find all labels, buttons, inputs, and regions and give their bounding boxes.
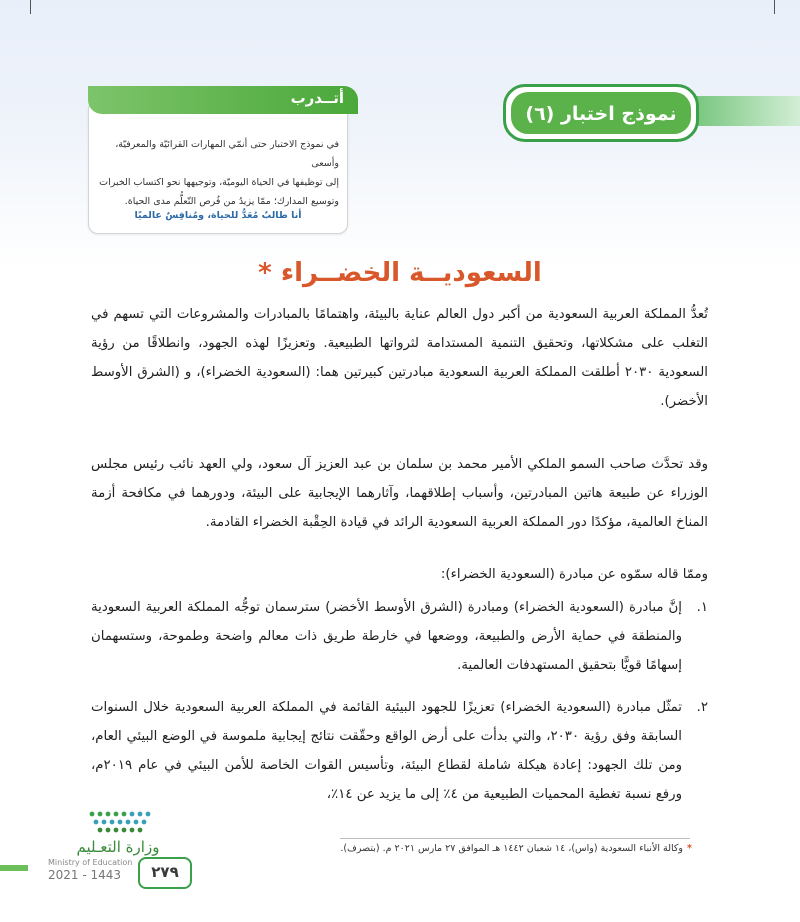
article-paragraph: تُعدُّ المملكة العربية السعودية من أكبر دول العالم عناية بالبيئة، واهتمامًا بالمبادرات والمشروعات التي تسهم في التغلب على مشكلاتها، وتحقيق التنمية المستدامة لثرواتها الطبيعية. وتعزيزًا لهذه الجهود، وانطلاقًا من رؤية السعودية ٢٠٣٠ أطلقت المملكة العربية السعودية مبادرتين كبيرتين هما: (السعودية الخضراء)، و (الشرق الأوسط الأخضر). bbox=[91, 307, 708, 409]
practice-title: أتــدرب bbox=[290, 89, 344, 107]
list-text: إنَّ مبادرة (السعودية الخضراء) ومبادرة (الشرق الأوسط الأخضر) سترسمان توجُّه المملكة العربية السعودية والمنطقة في حماية الأرض والطبيعة، ووضعها في خارطة طريق ذات معالم واضحة وطموحة، وستسهمان إسهامًا قويًّا بتحقيق المستهدفات العالمية. bbox=[91, 600, 682, 673]
edition-year: 2021 - 1443 bbox=[48, 868, 122, 882]
ministry-logo-icon bbox=[86, 808, 158, 836]
list-number: ٢. bbox=[696, 700, 708, 715]
crop-mark-left bbox=[30, 0, 31, 14]
article-heading: السعوديــة الخضــراء * bbox=[258, 258, 542, 288]
ministry-name: وزارة التعـليم bbox=[76, 838, 160, 856]
test-title: نموذج اختبار (٦) bbox=[525, 103, 677, 125]
list-number: ١. bbox=[696, 600, 708, 615]
article-paragraph: وممّا قاله سمّوه عن مبادرة (السعودية الخضراء): bbox=[440, 567, 708, 582]
footer-green-bar bbox=[0, 865, 28, 871]
page-number-box bbox=[138, 857, 192, 889]
footnote-divider bbox=[340, 838, 690, 839]
practice-tab bbox=[88, 86, 358, 114]
practice-line: وتوسيع المدارك؛ ممّا يزيدُ من فُرص التّعلُّم مدى الحياة. bbox=[124, 196, 339, 207]
test-tab bbox=[503, 84, 699, 142]
page-number: ٢٧٩ bbox=[151, 863, 179, 881]
crop-mark-right bbox=[774, 0, 775, 14]
practice-box bbox=[88, 100, 348, 234]
footnote-text: وكالة الأنباء السعودية (واس)، ١٤ شعبان ١٤٤٢ هـ الموافق ٢٧ مارس ٢٠٢١ م. (بتصرف). bbox=[340, 843, 684, 854]
practice-line: في نموذج الاختبار حتى أنمّي المهارات القرائيّة والمعرفيّة، وأسعى bbox=[115, 139, 339, 169]
practice-text bbox=[95, 135, 339, 211]
footnote-marker: * bbox=[687, 843, 692, 854]
practice-line: إلى توظيفها في الحياة اليوميّة، وتوجيهها نحو اكتساب الخبرات bbox=[99, 177, 339, 188]
list-text: تمثّل مبادرة (السعودية الخضراء) تعزيزًا للجهود البيئية القائمة في المملكة العربية السعودية خلال السنوات السابقة وفق رؤية ٢٠٣٠، والتي بدأت على أرض الواقع وحقّقت نتائج إيجابية ملموسة في الوضع البيئي العام، ومن تلك الجهود: إعادة هيكلة شاملة لقطاع البيئة، وتأسيس القوات الخاصة للأمن البيئي في عام ٢٠١٩م، ورفع نسبة تغطية المحميات الطبيعية من ٤٪ إلى ما يزيد عن ١٤٪، bbox=[91, 700, 682, 802]
ministry-name-english: Ministry of Education bbox=[48, 858, 133, 867]
article-paragraph: وقد تحدَّث صاحب السمو الملكي الأمير محمد بن سلمان بن عبد العزيز آل سعود، ولي العهد نائب رئيس مجلس الوزراء عن طبيعة هاتين المبادرتين، وأسباب إطلاقهما، وآثارهما الإيجابية على البيئة، ودورهما في مكافحة أزمة المناخ العالمية، مؤكدًا دور المملكة العربية السعودية الرائد في قيادة الحِقْبة الخضراء القادمة. bbox=[91, 457, 708, 530]
test-tab-tail bbox=[695, 96, 800, 126]
footnote bbox=[312, 843, 692, 854]
practice-motto: أنا طالبٌ مُعَدٌّ للحياة، ومُنافِسٌ عالميًا bbox=[134, 210, 302, 221]
test-tab-fill bbox=[511, 92, 691, 134]
